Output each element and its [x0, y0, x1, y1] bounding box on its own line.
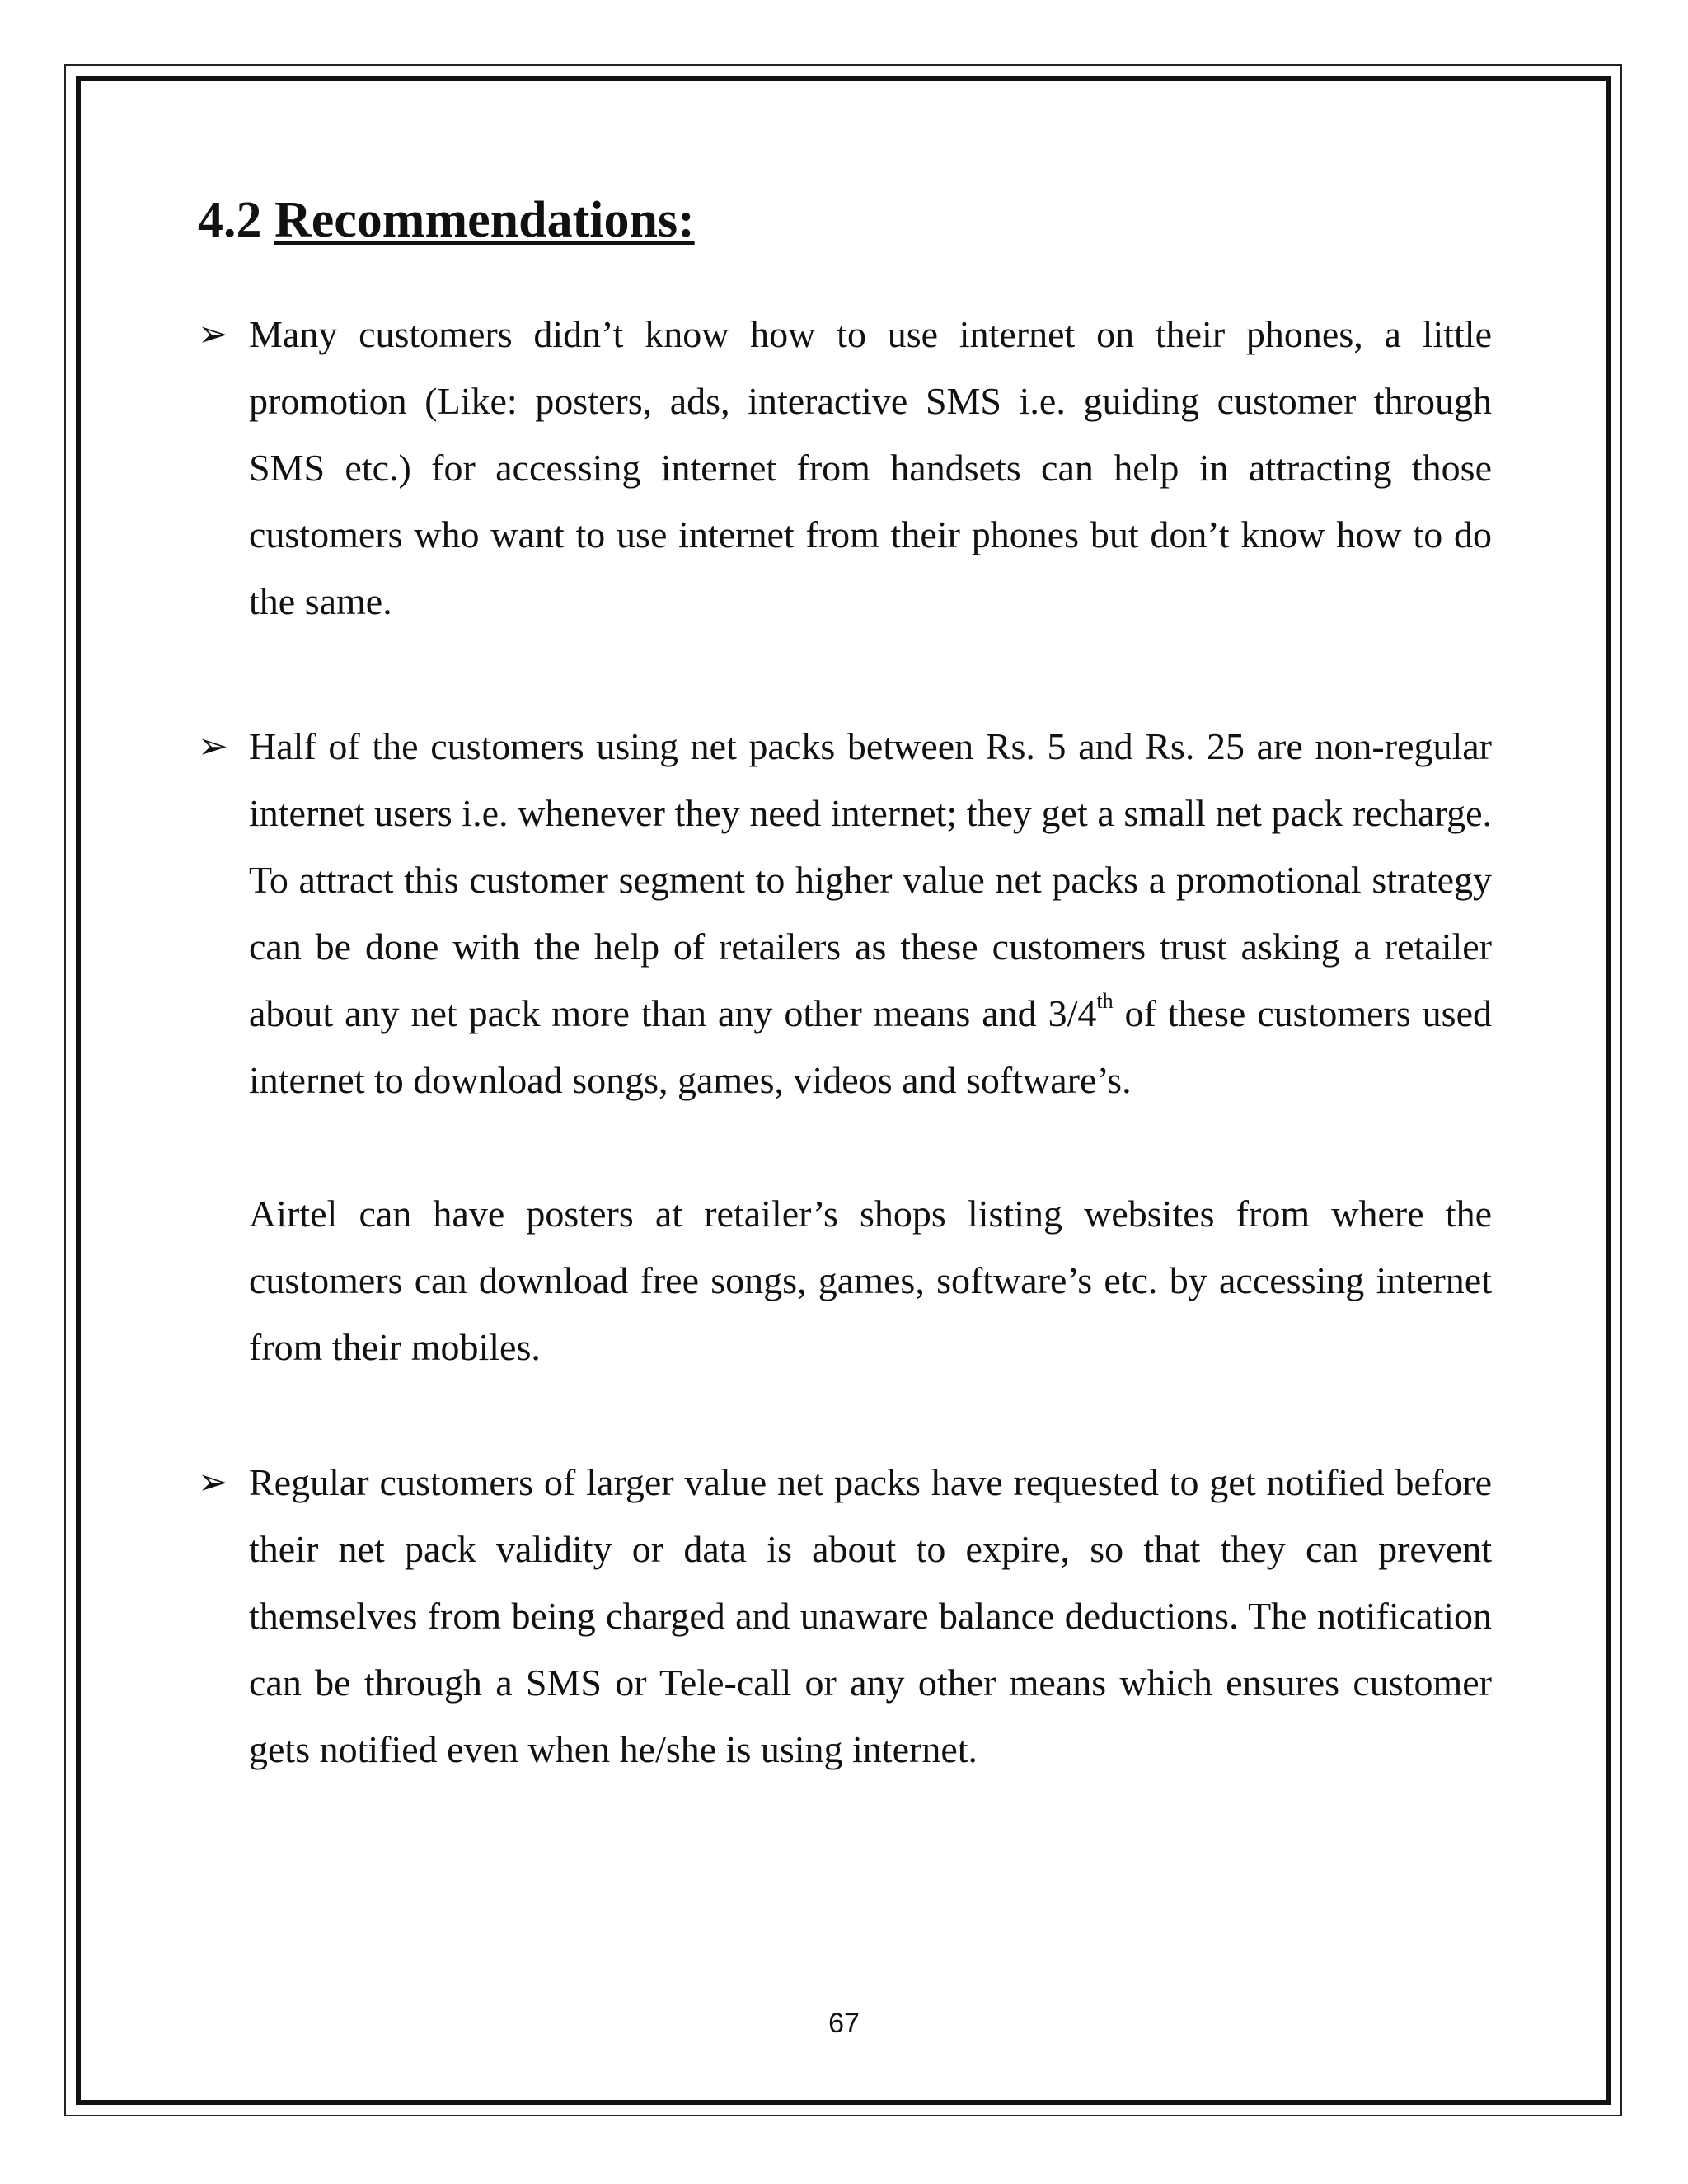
arrowhead-bullet-icon: ➢ [198, 313, 228, 355]
recommendation-text: Regular customers of larger value net packs have requested to get notified before their net pack validity or data is about to expire, so that they can prevent themselves from being charged and unaware balance deductions. The notification can be through a SMS or Tele-call or any other means which ensures customer gets notified even when he/she is using internet. [249, 1461, 1492, 1770]
recommendation-3 [198, 1449, 1492, 1783]
ordinal-superscript: th [1096, 989, 1114, 1013]
arrowhead-bullet-icon: ➢ [198, 725, 228, 767]
recommendation-followup: Airtel can have posters at retailer’s shops listing websites from where the customers can download free songs, games, software’s etc. by accessing internet from their mobiles. [249, 1193, 1492, 1368]
section-number: 4.2 [198, 192, 274, 248]
bullet-row [198, 301, 1492, 635]
arrowhead-bullet-icon: ➢ [198, 1461, 228, 1503]
page-number: 67 [828, 2008, 860, 2039]
bullet-row [198, 1449, 1492, 1783]
section-title: Recommendations: [274, 192, 695, 248]
recommendation-text-part: of these customers used internet to download songs, games, videos and software’s. [249, 992, 1492, 1101]
recommendation-1 [198, 301, 1492, 635]
section-heading [198, 194, 695, 246]
recommendation-text-part: Half of the customers using net packs between Rs. 5 and Rs. 25 are non-regular internet users i.e. whenever they need internet; they get a small net pack recharge. To attract this customer segment to higher value net packs a promotional strategy can be done with the help of retailers as these customers trust asking a retailer about any net pack more than any other means and 3/4 [249, 725, 1492, 1034]
recommendation-text: Many customers didn’t know how to use internet on their phones, a little promotion (Like: posters, ads, interactive SMS i.e. guiding customer through SMS etc.) for accessing internet from handsets can help in attracting those customers who want to use internet from their phones but don’t know how to do the same. [249, 313, 1492, 622]
bullet-row [198, 713, 1492, 1113]
recommendation-2 [198, 713, 1492, 1380]
recommendation-text [249, 713, 1492, 1113]
